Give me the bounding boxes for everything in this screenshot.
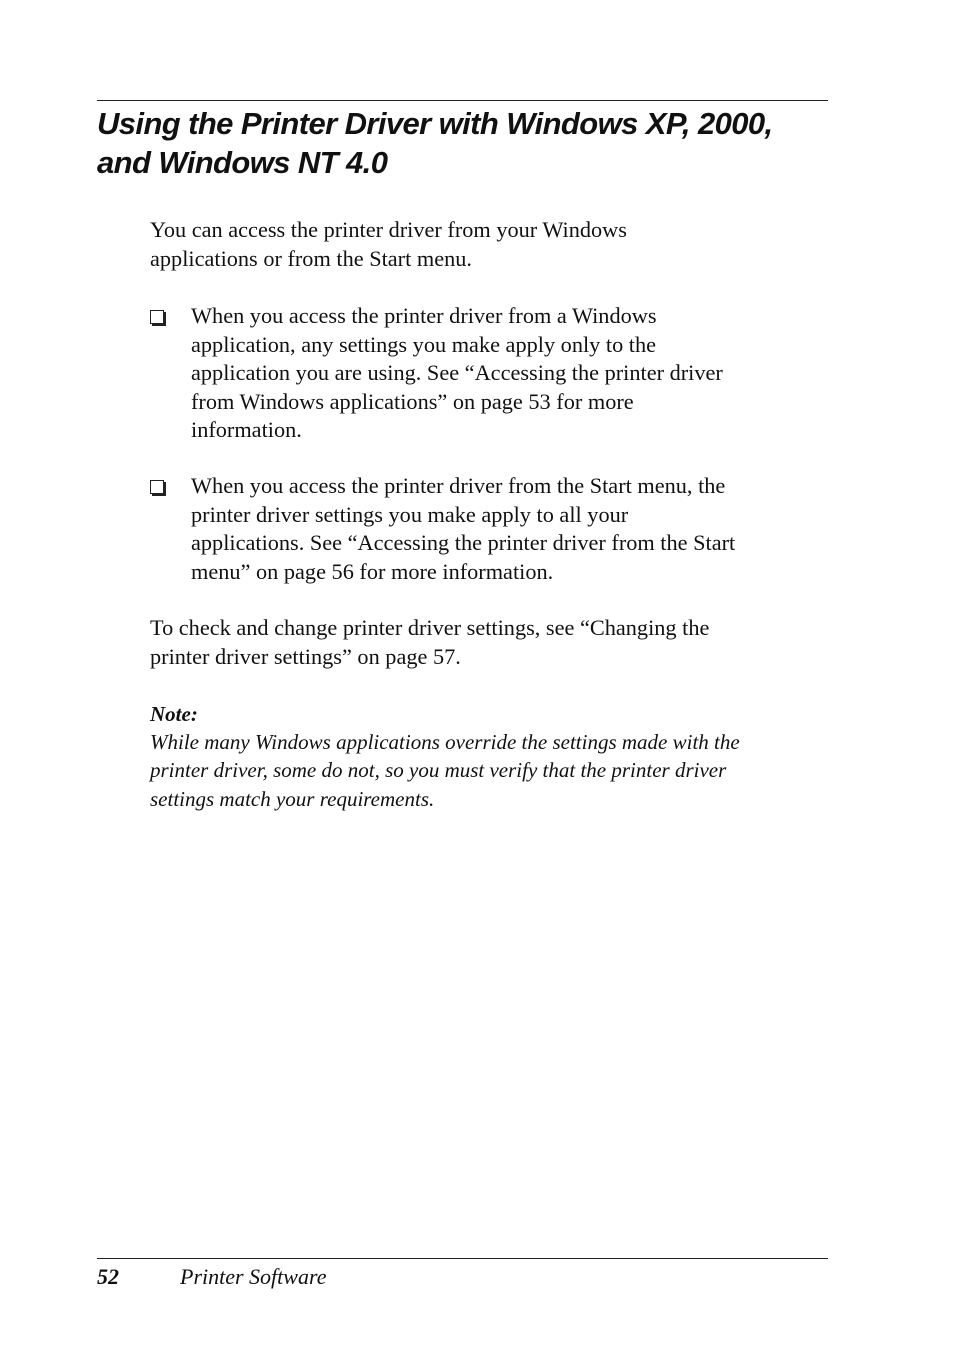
bullet-line: from Windows applications” on page 53 for more (191, 388, 634, 414)
note-line: While many Windows applications override the settings made with the (150, 730, 740, 754)
note-label: Note: (150, 702, 198, 726)
bullet-line: printer driver settings you make apply to all your (191, 501, 629, 527)
header-rule (97, 100, 828, 101)
bullet-text (191, 472, 841, 586)
bullet-line: applications. See “Accessing the printer driver from the Start (191, 530, 736, 555)
page-heading (97, 104, 857, 182)
note-line: settings match your requirements. (150, 786, 435, 811)
bullet-line: menu” on page 56 for more information. (191, 558, 554, 584)
check-settings-paragraph (150, 614, 840, 671)
bullet-line: When you access the printer driver from a Windows (191, 303, 657, 328)
bullet-line: When you access the printer driver from the Start menu, the (191, 473, 726, 498)
bullet-line: application, any settings you make apply only to the (191, 331, 657, 357)
intro-line-1: You can access the printer driver from your Windows (150, 217, 627, 242)
footer-rule (97, 1258, 828, 1259)
page-number: 52 (97, 1264, 119, 1289)
check-line-1: To check and change printer driver settings, see “Changing the (150, 615, 710, 640)
check-line-2: printer driver settings” on page 57. (150, 643, 461, 669)
bullet-line: information. (191, 417, 302, 442)
bullet-text (191, 302, 841, 445)
intro-line-2: applications or from the Start menu. (150, 245, 472, 271)
bullet-line: application you are using. See “Accessing the printer driver (191, 360, 723, 385)
checkbox-icon (150, 310, 164, 324)
note-text (150, 728, 850, 813)
footer-section-name: Printer Software (180, 1264, 327, 1289)
checkbox-icon (150, 480, 164, 494)
heading-line-1: Using the Printer Driver with Windows XP, 2000, (97, 106, 773, 141)
intro-paragraph (150, 216, 840, 273)
note-line: printer driver, some do not, so you must verify that the printer driver (150, 758, 727, 783)
heading-line-2: and Windows NT 4.0 (97, 145, 388, 180)
